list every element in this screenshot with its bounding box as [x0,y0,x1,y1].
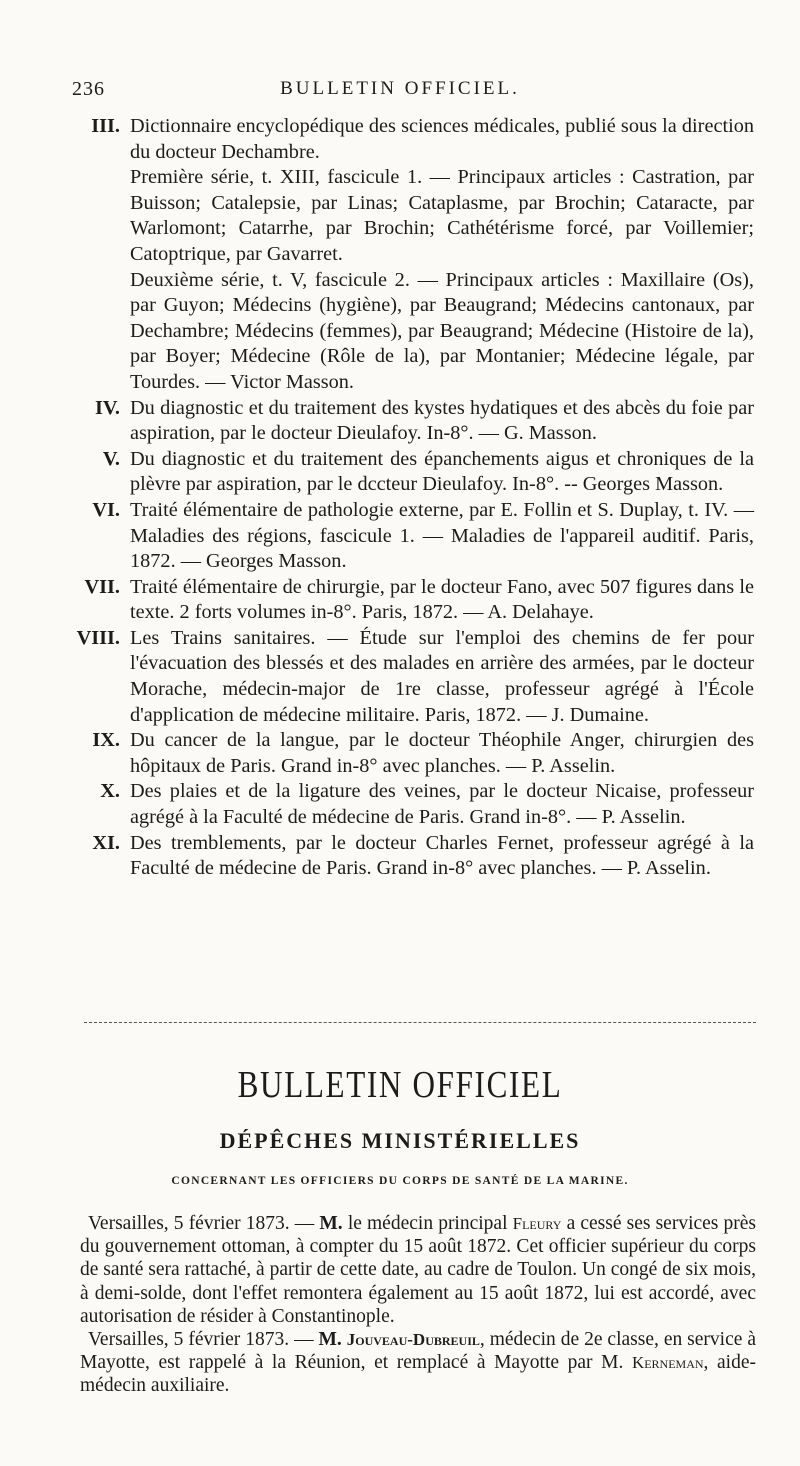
entry-number: VIII. [76,626,120,649]
officer-name: Jouveau-Dubreuil [346,1330,480,1350]
dispatch-honorific: M. [318,1329,342,1351]
entry-paragraph: Du diagnostic et du traitement des kystes hydatiques et des abcès du foie par aspiration, par le docteur Dieulafoy. In-8°. — G. Masson. [130,396,754,445]
running-title: BULLETIN OFFICIEL. [280,78,520,99]
entry-paragraph: Des tremblements, par le docteur Charles Fernet, professeur agrégé à la Faculté de médecine de Paris. Grand in-8° avec planches. — P. Asselin. [130,831,754,880]
dispatch-dateline: Versailles, 5 février 1873. — [88,1329,319,1351]
officer-name: Kerneman [631,1353,704,1373]
dispatch-text: , médecin de 2e classe, en service à Mayotte, est rappelé à la Réunion, et remplacé à Mayotte par M. [80,1329,756,1374]
bibliography-entry [68,575,754,626]
page-number: 236 [72,78,105,100]
entry-paragraph: Dictionnaire encyclopédique des sciences médicales, publié sous la direction du docteur Dechambre. [130,115,754,163]
entry-paragraph: Traité élémentaire de pathologie externe, par E. Follin et S. Duplay, t. IV. — Maladies des régions, fascicule 1. — Maladies de l'appareil auditif. Paris, 1872. — Georges Masson. [130,498,754,573]
dispatch-paragraph [80,1212,756,1328]
dispatch-dateline: Versailles, 5 février 1873. — [88,1213,320,1234]
dispatch-text: a cessé ses services près du gouvernement ottoman, à compter du 15 août 1872. Cet officier supérieur du corps de santé sera rattaché, à partir de cette date, au cadre de Toulon. Un congé de six mois, à demi-solde, dont l'effet remontera également au 15 août 1872, lui est accordé, avec autorisation de résider à Constantinople. [80,1213,756,1327]
bibliography-entry [68,626,754,728]
bibliography-entry [68,728,754,779]
dispatch-honorific: M. [319,1213,343,1234]
section-subtitle: CONCERNANT LES OFFICIERS DU CORPS DE SANTÉ DE LA MARINE. [171,1175,629,1187]
bibliography-entry [68,831,754,882]
entry-paragraph: Traité élémentaire de chirurgie, par le docteur Fano, avec 507 figures dans le texte. 2 forts volumes in-8°. Paris, 1872. — A. Delahaye. [130,575,754,624]
running-head [0,78,800,108]
entry-paragraph: Du diagnostic et du traitement des épanchements aigus et chroniques de la plèvre par aspiration, par le dccteur Dieulafoy. In-8°. -- Georges Masson. [130,447,754,496]
entry-number: III. [91,115,120,137]
section-title: DÉPÊCHES MINISTÉRIELLES [219,1128,581,1153]
entry-number: VI. [92,498,120,521]
entry-number: XI. [92,831,120,854]
bibliography-entry [68,447,754,498]
bulletin-title: BULLETIN OFFICIEL [237,1064,563,1106]
bibliography-entry [68,114,754,396]
bibliography-entry [68,396,754,447]
entry-number: IX. [92,729,120,752]
entry-number: X. [100,780,120,803]
entry-paragraph: Du cancer de la langue, par le docteur Théophile Anger, chirurgien des hôpitaux de Paris. Grand in-8° avec planches. — P. Asselin. [130,729,754,777]
entry-paragraph: Des plaies et de la ligature des veines, par le docteur Nicaise, professeur agrégé à la Faculté de médecine de Paris. Grand in-8°. — P. Asselin. [130,780,754,829]
entry-paragraph: Deuxième série, t. V, fascicule 2. — Principaux articles : Maxillaire (Os), par Guyon; Médecins (hygiène), par Beaugrand; Médecins cantonaux, par Dechambre; Médecins (femmes), par Beaugrand; Médecine (Histoire de la), par Boyer; Médecine (Rôle de la), par Montanier; Médecine légale, par Tourdes. — Victor Masson. [130,268,754,393]
entry-paragraph: Les Trains sanitaires. — Étude sur l'emploi des chemins de fer pour l'évacuation des blessés et des malades en arrière des armées, par le docteur Morache, médecin-major de 1re classe, professeur agrégé à l'École d'application de médecine militaire. Paris, 1872. — J. Dumaine. [130,626,754,726]
entry-paragraph: Première série, t. XIII, fascicule 1. — Principaux articles : Castration, par Buisson; Catalepsie, par Linas; Cataplasme, par Brochin; Cataracte, par Warlomont; Catarrhe, par Brochin; Cathétérisme forcé, par Voillemier; Catoptrique, par Gavarret. [130,166,754,265]
bibliography-entry [68,779,754,830]
dispatch-list [80,1212,756,1398]
dispatch-text: le médecin principal [342,1213,513,1234]
bibliography-list [68,114,754,882]
entry-number: V. [102,447,120,470]
entry-number: IV. [95,396,120,419]
dispatch-paragraph [80,1328,756,1398]
bibliography-entry [68,498,754,575]
dispatch-text: , aide-médecin auxiliaire. [80,1352,756,1397]
officer-name: Fleury [512,1214,562,1233]
section-divider [84,1022,756,1023]
entry-number: VII. [84,575,120,598]
